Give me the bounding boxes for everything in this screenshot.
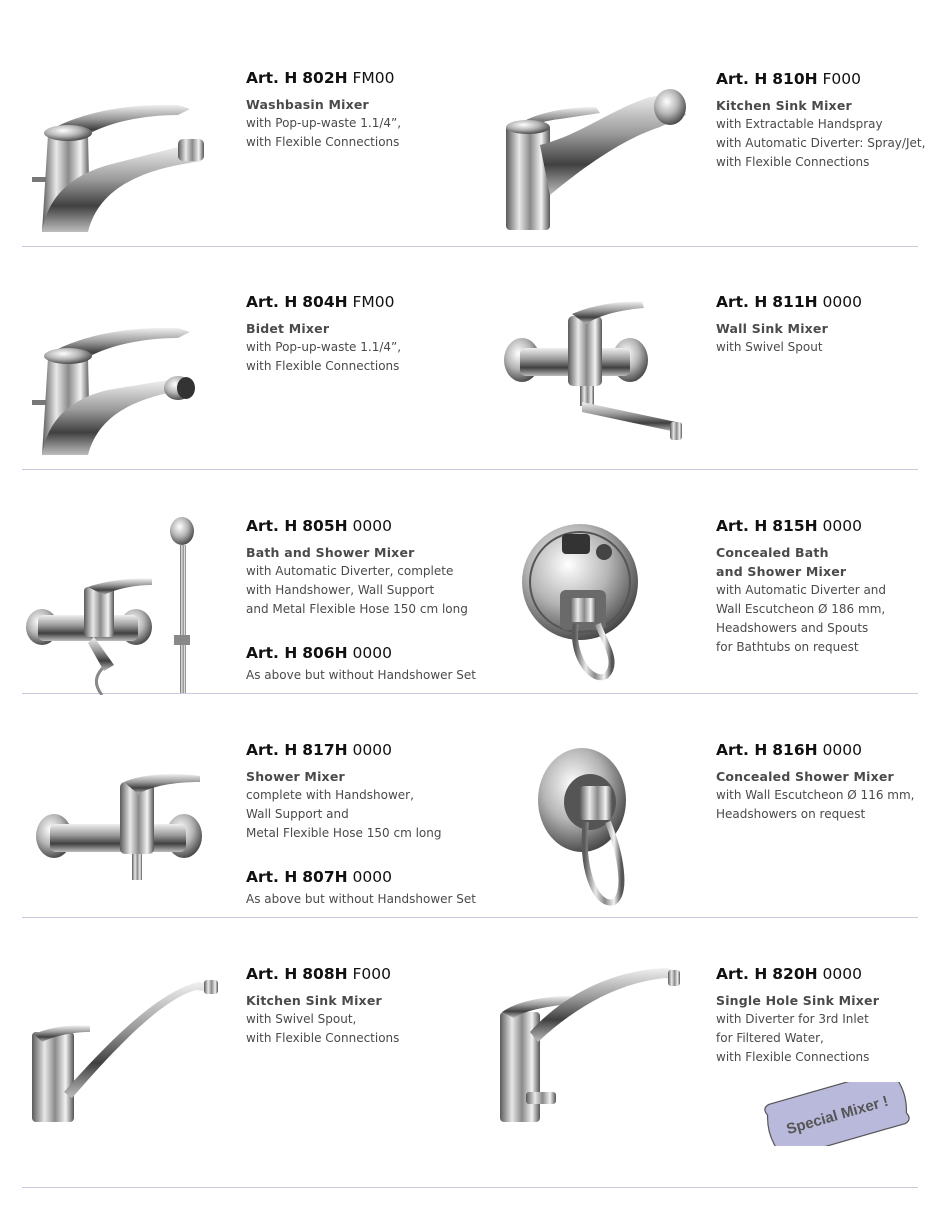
article-code: 805H xyxy=(302,517,348,535)
article-prefix: Art. H xyxy=(246,965,298,983)
article-prefix: Art. H xyxy=(716,517,768,535)
product-description-line: Wall Support and xyxy=(246,807,349,821)
product-title-line: Single Hole Sink Mixer xyxy=(716,993,880,1008)
product-description-line: complete with Handshower, xyxy=(246,788,414,802)
product-title-line: Kitchen Sink Mixer xyxy=(246,993,382,1008)
article-number xyxy=(246,644,476,662)
article-suffix: 0000 xyxy=(352,741,392,759)
washbasin-mixer-image xyxy=(28,95,218,235)
product-description-line: with Flexible Connections xyxy=(716,155,870,169)
product-description-line: Wall Escutcheon Ø 186 mm, xyxy=(716,602,886,616)
section-divider xyxy=(22,1187,918,1188)
article-code: 820H xyxy=(772,965,818,983)
product-title xyxy=(246,543,468,562)
shower-mixer-image xyxy=(34,770,214,890)
product-description-line: with Handshower, Wall Support xyxy=(246,583,435,597)
kitchen-swivel-mixer-image xyxy=(28,972,223,1122)
product-description-line: with Automatic Diverter: Spray/Jet, xyxy=(716,136,926,150)
product-description-line: and Metal Flexible Hose 150 cm long xyxy=(246,602,468,616)
article-code: 815H xyxy=(772,517,818,535)
product-title-line: Kitchen Sink Mixer xyxy=(716,98,852,113)
article-suffix: 0000 xyxy=(352,644,392,662)
article-prefix: Art. H xyxy=(716,70,768,88)
article-suffix: 0000 xyxy=(822,965,862,983)
article-number xyxy=(246,868,476,886)
product-description-line: Headshowers and Spouts xyxy=(716,621,869,635)
product-title xyxy=(716,991,879,1010)
article-suffix: 0000 xyxy=(822,741,862,759)
article-prefix: Art. H xyxy=(246,517,298,535)
article-number xyxy=(246,69,401,87)
article-prefix: Art. H xyxy=(246,293,298,311)
article-code: 807H xyxy=(302,868,348,886)
product-item xyxy=(246,517,468,619)
article-code: 816H xyxy=(772,741,818,759)
product-description-line: with Swivel Spout xyxy=(716,340,823,354)
article-suffix: 0000 xyxy=(822,293,862,311)
article-number xyxy=(716,741,914,759)
product-item xyxy=(246,69,401,152)
article-code: 817H xyxy=(302,741,348,759)
product-item xyxy=(716,965,879,1067)
product-description-line: for Filtered Water, xyxy=(716,1031,824,1045)
article-suffix: 0000 xyxy=(822,517,862,535)
wall-sink-mixer-image xyxy=(500,298,690,448)
article-prefix: Art. H xyxy=(246,741,298,759)
product-title-line: Wall Sink Mixer xyxy=(716,321,828,336)
product-title xyxy=(246,767,441,786)
product-title-line: Concealed Bath xyxy=(716,545,829,560)
single-hole-sink-mixer-image xyxy=(496,962,691,1130)
article-prefix: Art. H xyxy=(716,965,768,983)
section-divider xyxy=(22,246,918,247)
article-code: 806H xyxy=(302,644,348,662)
product-title-line: Concealed Shower Mixer xyxy=(716,769,894,784)
concealed-shower-mixer-image xyxy=(524,742,644,910)
product-item xyxy=(716,741,914,824)
article-number xyxy=(246,965,399,983)
product-description-line: with Wall Escutcheon Ø 116 mm, xyxy=(716,788,915,802)
article-code: 811H xyxy=(772,293,818,311)
article-prefix: Art. H xyxy=(716,741,768,759)
product-subitem xyxy=(246,644,476,685)
article-suffix: 0000 xyxy=(352,868,392,886)
product-item xyxy=(246,293,401,376)
product-item xyxy=(246,741,441,843)
article-suffix: 0000 xyxy=(352,517,392,535)
product-description-line: with Diverter for 3rd Inlet xyxy=(716,1012,869,1026)
product-description-line: with Flexible Connections xyxy=(246,359,400,373)
product-item xyxy=(246,965,399,1048)
product-description-line: with Flexible Connections xyxy=(246,1031,400,1045)
bidet-mixer-image xyxy=(28,318,218,458)
product-title-line: Bidet Mixer xyxy=(246,321,330,336)
product-title xyxy=(246,319,401,338)
product-description-line: Headshowers on request xyxy=(716,807,866,821)
section-divider xyxy=(22,469,918,470)
section-divider xyxy=(22,917,918,918)
article-prefix: Art. H xyxy=(716,293,768,311)
article-suffix: F000 xyxy=(352,965,392,983)
article-code: 808H xyxy=(302,965,348,983)
product-description-line: with Automatic Diverter and xyxy=(716,583,887,597)
stamp-text: Special Mixer ! xyxy=(784,1092,891,1139)
article-code: 804H xyxy=(302,293,348,311)
article-number xyxy=(716,517,886,535)
product-item xyxy=(716,517,886,657)
product-description-line: As above but without Handshower Set xyxy=(246,668,477,682)
article-number xyxy=(716,965,879,983)
product-item xyxy=(716,293,862,357)
product-description-line: with Flexible Connections xyxy=(716,1050,870,1064)
article-prefix: Art. H xyxy=(246,868,298,886)
product-title-line: Bath and Shower Mixer xyxy=(246,545,415,560)
product-description-line: with Automatic Diverter, complete xyxy=(246,564,454,578)
product-title-line: Washbasin Mixer xyxy=(246,97,369,112)
product-title-line: and Shower Mixer xyxy=(716,564,847,579)
product-title xyxy=(716,319,862,338)
kitchen-pullout-mixer-image xyxy=(500,85,690,230)
article-number xyxy=(246,741,441,759)
product-description-line: with Extractable Handspray xyxy=(716,117,883,131)
product-title xyxy=(716,767,914,786)
bath-shower-mixer-image xyxy=(24,515,224,695)
product-description-line: with Pop-up-waste 1.1/4”, xyxy=(246,340,402,354)
product-title xyxy=(246,95,401,114)
article-number xyxy=(246,517,468,535)
product-title xyxy=(716,543,886,581)
article-prefix: Art. H xyxy=(246,644,298,662)
article-suffix: F000 xyxy=(822,70,862,88)
product-description-line: with Pop-up-waste 1.1/4”, xyxy=(246,116,402,130)
product-description-line: with Flexible Connections xyxy=(246,135,400,149)
special-mixer-stamp xyxy=(762,1082,912,1146)
product-subitem xyxy=(246,868,476,909)
product-description-line: for Bathtubs on request xyxy=(716,640,859,654)
article-code: 802H xyxy=(302,69,348,87)
article-code: 810H xyxy=(772,70,818,88)
product-item xyxy=(716,70,925,172)
product-description-line: Metal Flexible Hose 150 cm long xyxy=(246,826,442,840)
article-suffix: FM00 xyxy=(352,293,395,311)
article-suffix: FM00 xyxy=(352,69,395,87)
product-description-line: As above but without Handshower Set xyxy=(246,892,477,906)
concealed-bath-mixer-image xyxy=(520,512,640,684)
article-prefix: Art. H xyxy=(246,69,298,87)
product-title-line: Shower Mixer xyxy=(246,769,345,784)
product-description-line: with Swivel Spout, xyxy=(246,1012,357,1026)
article-number xyxy=(716,70,925,88)
product-title xyxy=(246,991,399,1010)
product-title xyxy=(716,96,925,115)
article-number xyxy=(716,293,862,311)
article-number xyxy=(246,293,401,311)
